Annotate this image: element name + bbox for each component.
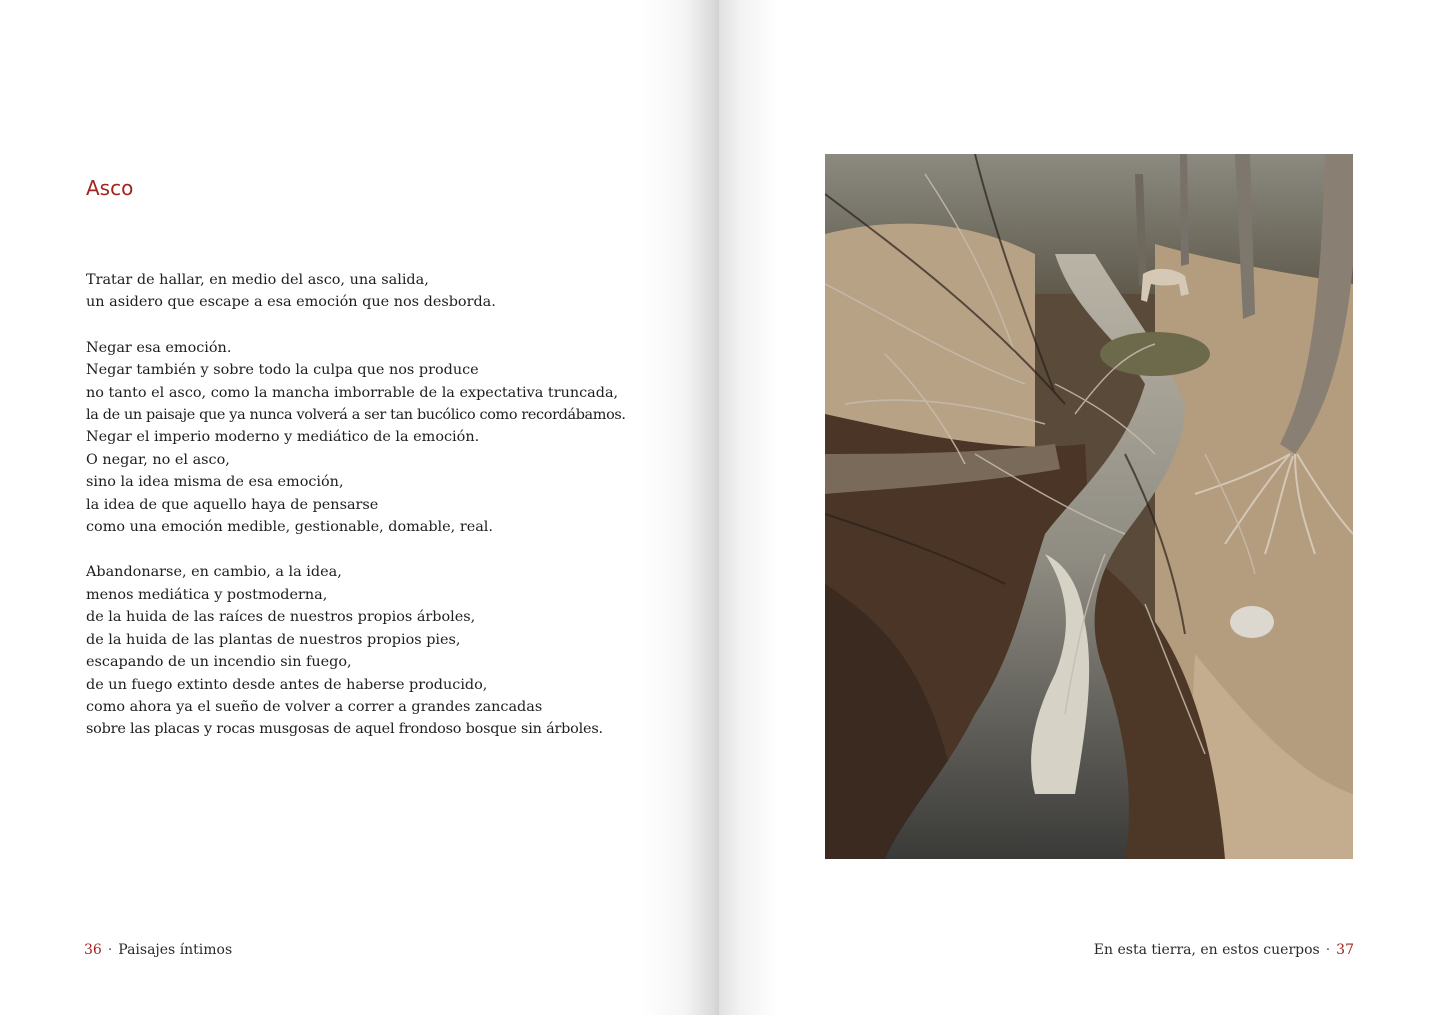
poem-line: de la huida de las raíces de nuestros propios árboles, xyxy=(86,609,476,626)
forest-stream-photo xyxy=(825,154,1353,859)
poem-line: Tratar de hallar, en medio del asco, una salida, xyxy=(86,272,429,288)
running-title-left: Paisajes íntimos xyxy=(118,942,233,958)
poem-line: como ahora ya el sueño de volver a correr a grandes zancadas xyxy=(86,698,543,715)
poem-title: Asco xyxy=(86,176,134,200)
poem-line: de la huida de las plantas de nuestros propios pies, xyxy=(86,631,461,648)
page-number-right: 37 xyxy=(1336,942,1354,958)
running-title-right: En esta tierra, en estos cuerpos xyxy=(1093,942,1320,958)
poem-line: Negar esa emoción. xyxy=(86,339,232,356)
poem-line: Negar el imperio moderno y mediático de la emoción. xyxy=(86,429,480,446)
footer-separator: · xyxy=(1325,942,1331,958)
poem-line: como una emoción medible, gestionable, domable, real. xyxy=(86,519,493,536)
poem-body xyxy=(86,269,646,764)
left-footer xyxy=(84,942,232,958)
poem-line: la idea de que aquello haya de pensarse xyxy=(86,496,379,513)
poem-line: un asidero que escape a esa emoción que nos desborda. xyxy=(86,294,496,311)
stanza xyxy=(86,561,646,740)
footer-separator: · xyxy=(107,942,113,958)
poem-line: sobre las placas y rocas musgosas de aquel frondoso bosque sin árboles. xyxy=(86,721,603,738)
poem-line: de un fuego extinto desde antes de haberse producido, xyxy=(86,676,488,693)
poem-line: Abandonarse, en cambio, a la idea, xyxy=(86,564,342,581)
stanza xyxy=(86,269,646,314)
poem-line: la de un paisaje que ya nunca volverá a ser tan bucólico como recordábamos. xyxy=(86,407,626,424)
page-number-left: 36 xyxy=(84,942,102,958)
poem-line: sino la idea misma de esa emoción, xyxy=(86,474,344,491)
poem-line: no tanto el asco, como la mancha imborrable de la expectativa truncada, xyxy=(86,384,619,401)
gutter-shadow-left xyxy=(640,0,719,1015)
poem-line: O negar, no el asco, xyxy=(86,451,230,468)
poem-line: menos mediática y postmoderna, xyxy=(86,586,328,603)
stanza xyxy=(86,337,646,539)
poem-line: Negar también y sobre todo la culpa que nos produce xyxy=(86,362,479,379)
right-footer xyxy=(1094,942,1354,958)
gutter-shadow-right xyxy=(719,0,779,1015)
poem-line: escapando de un incendio sin fuego, xyxy=(86,654,352,671)
